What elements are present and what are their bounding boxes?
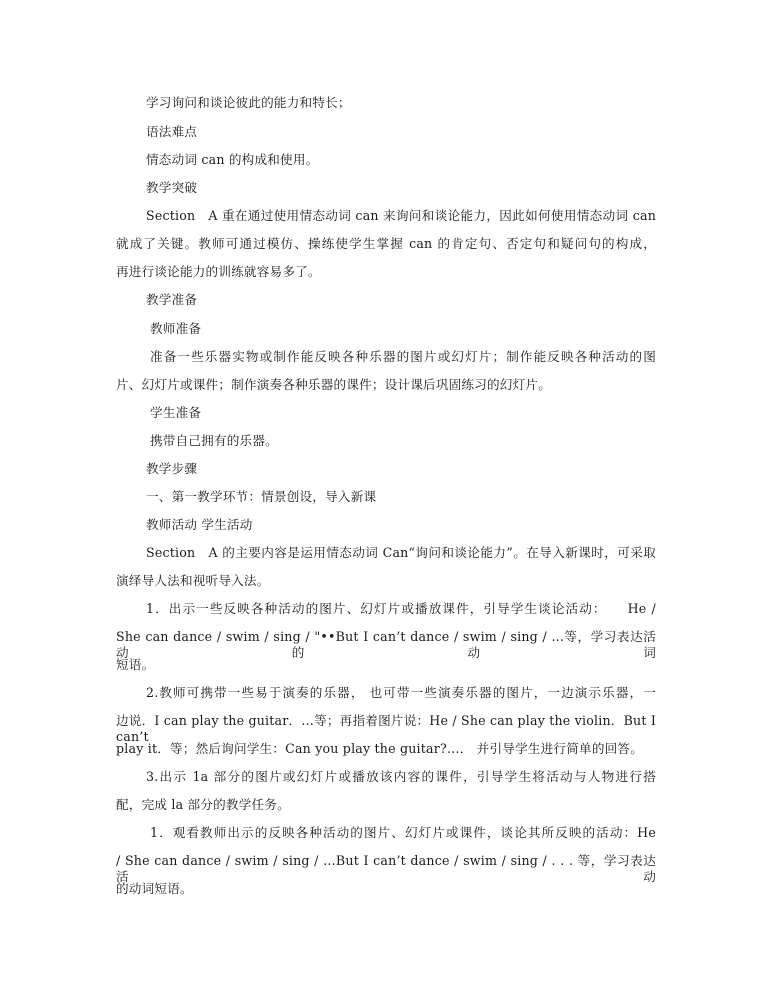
text-line: 1．出示一些反映各种活动的图片、幻灯片或播放课件，引导学生谈论活动： He /: [146, 601, 656, 616]
text-line: 2.教师可携带一些易于演奏的乐器， 也可带一些演奏乐器的图片，一边演示乐器，一: [146, 685, 656, 700]
text-line: 1．观看教师出示的反映各种活动的图片、幻灯片或课件，谈论其所反映的活动：He: [150, 825, 656, 840]
text-line: 就成了关键。教师可通过模仿、操练使学生掌握 can 的肯定句、否定句和疑问句的构成，: [116, 236, 656, 251]
text-line: 的动词短语。: [116, 881, 193, 896]
text-line: 准备一些乐器实物或制作能反映各种乐器的图片或幻灯片；制作能反映各种活动的图: [150, 349, 656, 364]
text-line: She can dance / swim / sing / "••But I can’t dance / swim / sing / ...等，学习表达活动的动词: [116, 629, 656, 660]
text-line: 学习询问和谈论彼此的能力和特长；: [146, 95, 351, 110]
text-line: 3.出示 1a 部分的图片或幻灯片或播放该内容的课件，引导学生将活动与人物进行搭: [146, 769, 656, 784]
subsection-heading: 学生准备: [150, 405, 202, 420]
text-line: Section A 的主要内容是运用情态动词 Can“询问和谈论能力”。在导入新课时，可采取: [146, 545, 656, 560]
table-header: 教师活动 学生活动: [146, 517, 253, 532]
text-line: 短语。: [116, 657, 155, 672]
text-line: Section A 重在通过使用情态动词 can 来询问和谈论能力，因此如何使用情态动词 can: [146, 208, 656, 223]
text-line: / She can dance / swim / sing / …But I can’t dance / swim / sing / . . . 等，学习表达活动: [116, 853, 656, 884]
text-line: 边说．I can play the guitar．…等；再指着图片说：He / She can play the violin．But I can’t: [116, 713, 656, 744]
text-line: 携带自己拥有的乐器。: [150, 433, 278, 448]
text-line: 情态动词 can 的构成和使用。: [146, 152, 319, 167]
section-heading: 教学突破: [146, 180, 198, 195]
text-line: 配，完成 la 部分的教学任务。: [116, 797, 290, 812]
text-line: 再进行谈论能力的训练就容易多了。: [116, 264, 321, 279]
section-heading: 教学步骤: [146, 461, 198, 476]
text-line: 片、幻灯片或课件；制作演奏各种乐器的课件；设计课后巩固练习的幻灯片。: [116, 377, 551, 392]
section-heading: 教学准备: [146, 292, 198, 307]
text-line: play it．等；然后询问学生：Can you play the guitar?…． 并引导学生进行简单的回答。: [116, 741, 644, 756]
text-line: 一、第一教学环节：情景创设，导入新课: [146, 489, 377, 504]
text-line: 演绎导人法和视听导入法。: [116, 573, 270, 588]
subsection-heading: 教师准备: [150, 321, 202, 336]
section-heading: 语法难点: [146, 124, 198, 139]
